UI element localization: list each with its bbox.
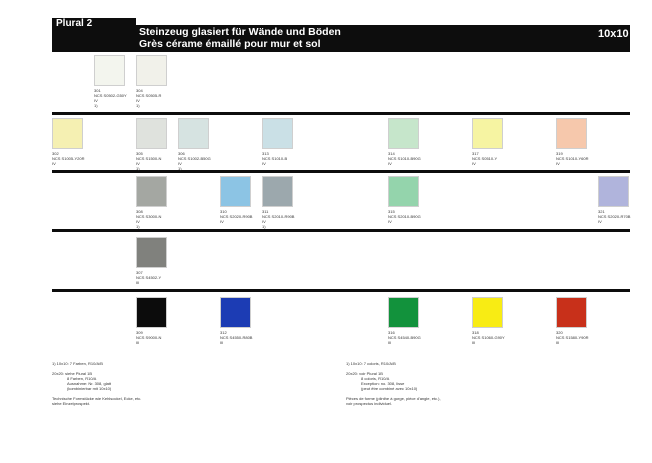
swatch-grade: III [388,340,392,345]
swatch-caption [472,151,497,171]
swatch-ncs: NCS S2010-R90B [262,214,295,219]
format-label: 10x10 [598,28,629,40]
swatch-grade: IV [262,161,266,166]
swatch-code: 310 [220,209,227,214]
footnote-line: Exception: no. 308, lisse [361,381,405,386]
swatch-note [220,224,252,229]
swatch-caption [136,270,161,290]
swatch-code: 321 [598,209,605,214]
swatch-caption [136,330,161,350]
row-divider [52,112,630,115]
swatch-ncs: NCS S4502-Y [136,275,162,280]
swatch-note: 1) [136,166,140,171]
swatch-grade: IV [94,98,98,103]
swatch-caption [52,151,84,171]
footnote-french [346,361,441,406]
swatch-code: 301 [94,88,101,93]
swatch-note: 1) [136,224,140,229]
color-swatch-309 [136,297,167,328]
swatch-ncs: NCS S1500-N [136,156,162,161]
swatch-ncs: NCS S4550-R80B [220,335,253,340]
swatch-ncs: NCS S1010-Y60R [556,156,589,161]
swatch-note [556,345,588,350]
swatch-grade: III [136,340,140,345]
swatch-note [220,345,252,350]
swatch-note: 1) [94,103,98,108]
swatch-caption [136,209,161,229]
color-swatch-310 [220,176,251,207]
footnote-line: 20x20: siehe Plural 1B [52,371,93,376]
color-swatch-305 [136,118,167,149]
swatch-grade: IV [136,161,140,166]
color-swatch-308 [136,176,167,207]
swatch-ncs: NCS S1002-B50G [178,156,211,161]
swatch-code: 305 [136,151,143,156]
swatch-caption [388,209,421,229]
footnote-line: (peut être combiné avec 10x10) [361,386,418,391]
swatch-code: 316 [388,330,395,335]
swatch-grade: IV [136,98,140,103]
swatch-ncs: NCS S1580-Y90R [556,335,589,340]
footnote-line: Pièces de forme (plinthe à gorge, pièce d'angle, etc.), [346,396,441,401]
swatch-note [262,166,287,171]
swatch-code: 313 [262,151,269,156]
swatch-code: 306 [178,151,185,156]
swatch-caption [472,330,505,350]
swatch-code: 314 [388,151,395,156]
swatch-caption [94,88,127,108]
footnote-line: voir prospectus individuel. [346,401,393,406]
swatch-note [136,345,161,350]
swatch-grade: IV [52,161,56,166]
footnote-line: 8 coloris, R10/A [361,376,390,381]
color-swatch-312 [220,297,251,328]
swatch-ncs: NCS S0510-Y [472,156,498,161]
swatch-ncs: NCS S0502-G50Y [94,93,127,98]
swatch-grade: IV [556,161,560,166]
swatch-caption [220,209,252,229]
swatch-code: 308 [136,209,143,214]
swatch-note [556,166,588,171]
color-swatch-304 [136,55,167,86]
swatch-code: 311 [262,209,269,214]
swatch-grade: IV [178,161,182,166]
swatch-code: 312 [220,330,227,335]
swatch-caption [220,330,252,350]
color-swatch-317 [472,118,503,149]
swatch-caption [598,209,630,229]
footnote-line: 1) 10x10: 7 coloris, R10/A/B [346,361,396,366]
swatch-caption [136,151,161,171]
swatch-grade: III [472,340,476,345]
swatch-caption [262,151,287,171]
swatch-note [52,166,84,171]
color-swatch-313 [262,118,293,149]
color-swatch-318 [472,297,503,328]
footnote-line: (kombinierbar mit 10x10) [67,386,112,391]
footnote-line: 1) 10x10: 7 Farben, R10/A/B [52,361,103,366]
swatch-ncs: NCS S9000-N [136,335,162,340]
title-french: Grès cérame émaillé pour mur et sol [139,38,321,50]
swatch-caption [556,330,588,350]
swatch-note [472,166,497,171]
footnote-line: 8 Farben, R10/A [67,376,97,381]
swatch-caption [178,151,211,171]
swatch-grade: IV [472,161,476,166]
footnote-line: Technische Formstücke wie Kehlsockel, Ecke, etc. [52,396,142,401]
swatch-grade: III [136,280,140,285]
color-swatch-320 [556,297,587,328]
color-swatch-315 [388,176,419,207]
brand-label: Plural 2 [56,18,93,29]
footnote-line: siehe Einzelprospekt. [52,401,91,406]
swatch-code: 319 [556,151,563,156]
swatch-code: 318 [472,330,479,335]
swatch-note [388,224,421,229]
swatch-caption [262,209,294,229]
swatch-ncs: NCS S1010-B90G [388,156,421,161]
swatch-code: 307 [136,270,143,275]
color-swatch-306 [178,118,209,149]
swatch-ncs: NCS S3000-N [136,214,162,219]
swatch-ncs: NCS S1005-Y20R [52,156,85,161]
footnote-german [52,361,141,406]
swatch-note: 1) [136,103,140,108]
swatch-grade: III [556,340,560,345]
swatch-code: 304 [136,88,143,93]
swatch-note [598,224,630,229]
swatch-grade: IV [388,161,392,166]
color-swatch-316 [388,297,419,328]
swatch-grade: IV [262,219,266,224]
swatch-note [388,166,421,171]
swatch-grade: IV [220,219,224,224]
color-swatch-311 [262,176,293,207]
swatch-code: 309 [136,330,143,335]
swatch-grade: IV [598,219,602,224]
color-swatch-301 [94,55,125,86]
color-swatch-314 [388,118,419,149]
swatch-code: 317 [472,151,479,156]
swatch-ncs: NCS S4540-B90G [388,335,421,340]
swatch-ncs: NCS S0505-R [136,93,162,98]
swatch-note: 1) [262,224,266,229]
footnote-line: Ausnahme: Nr. 308, glatt [67,381,112,386]
swatch-ncs: NCS S2010-B90G [388,214,421,219]
swatch-note [388,345,421,350]
color-swatch-319 [556,118,587,149]
swatch-caption [556,151,588,171]
row-divider [52,229,630,232]
swatch-code: 320 [556,330,563,335]
swatch-ncs: NCS S1060-G90Y [472,335,505,340]
swatch-caption [388,330,421,350]
swatch-grade: IV [388,219,392,224]
title-german: Steinzeug glasiert für Wände und Böden [139,26,341,38]
footnote-line: 20x20: voir Plural 1B [346,371,383,376]
swatch-ncs: NCS S2020-R70B [598,214,631,219]
swatch-caption [388,151,421,171]
swatch-ncs: NCS S1010-B [262,156,288,161]
swatch-note [136,285,161,290]
color-swatch-302 [52,118,83,149]
color-swatch-321 [598,176,629,207]
color-swatch-307 [136,237,167,268]
swatch-caption [136,88,161,108]
swatch-note: 1) [178,166,182,171]
swatch-note [472,345,505,350]
swatch-grade: IV [136,219,140,224]
swatch-ncs: NCS S2020-R90B [220,214,253,219]
swatch-code: 302 [52,151,59,156]
swatch-code: 315 [388,209,395,214]
swatch-grade: III [220,340,224,345]
